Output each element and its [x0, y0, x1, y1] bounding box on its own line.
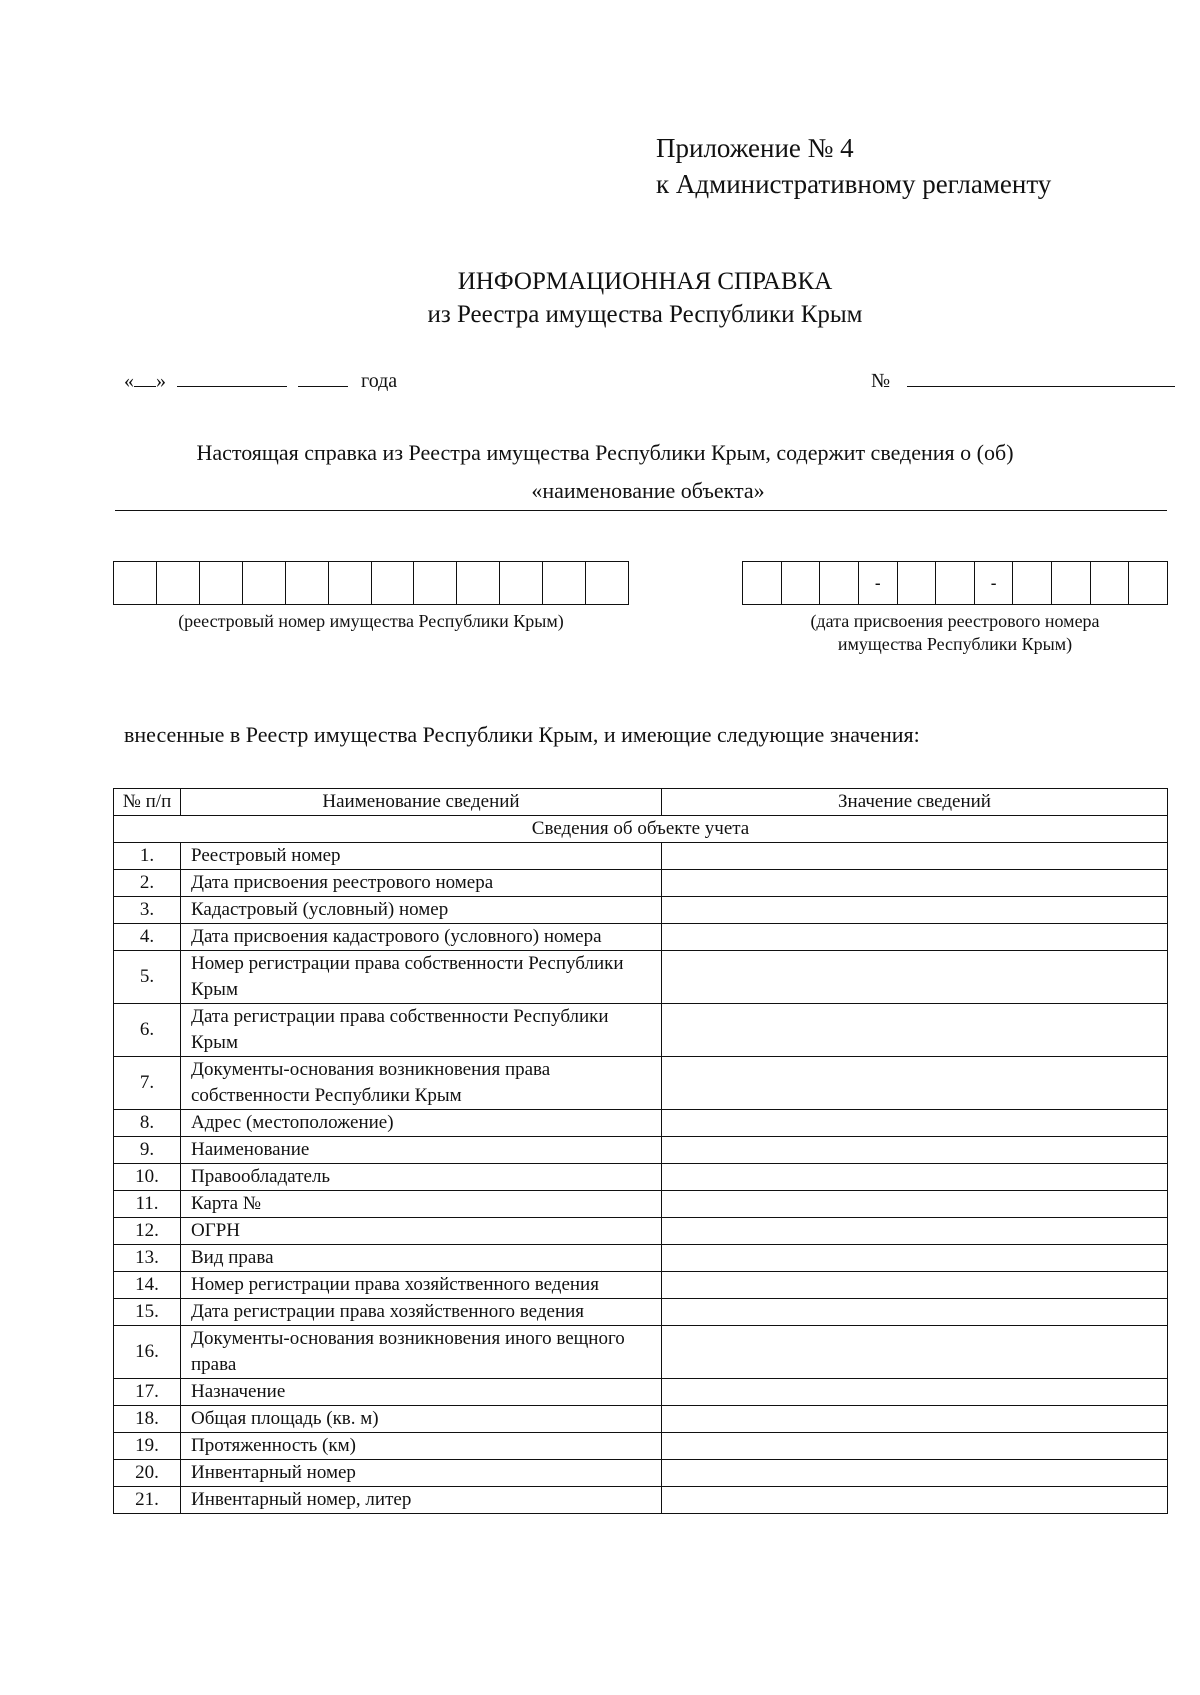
- document-subtitle: из Реестра имущества Республики Крым: [427, 301, 863, 328]
- row-name: Документы-основания возникновения права собственности Республики Крым: [181, 1057, 662, 1110]
- row-name: Инвентарный номер, литер: [181, 1487, 662, 1514]
- row-number: 15.: [114, 1299, 181, 1326]
- row-value-field[interactable]: [662, 924, 1168, 951]
- table-row: [114, 1299, 1168, 1326]
- row-name: Номер регистрации права хозяйственного ведения: [181, 1272, 662, 1299]
- row-name: Правообладатель: [181, 1164, 662, 1191]
- row-number: 21.: [114, 1487, 181, 1514]
- row-value-field[interactable]: [662, 843, 1168, 870]
- table-row: [114, 1326, 1168, 1379]
- registry-date-cell[interactable]: [782, 562, 821, 604]
- registry-date-caption: (дата присвоения реестрового номера имущества Республики Крым): [810, 611, 1100, 654]
- row-number: 5.: [114, 951, 181, 1004]
- row-name: ОГРН: [181, 1218, 662, 1245]
- row-number: 13.: [114, 1245, 181, 1272]
- section-title: Сведения об объекте учета: [114, 816, 1168, 843]
- year-blank[interactable]: [298, 366, 348, 387]
- registry-number-cell[interactable]: [243, 562, 286, 604]
- number-field: [871, 366, 1175, 393]
- table-row: [114, 1110, 1168, 1137]
- registry-date-cell[interactable]: -: [975, 562, 1014, 604]
- row-name: Инвентарный номер: [181, 1460, 662, 1487]
- row-name: Дата регистрации права хозяйственного ведения: [181, 1299, 662, 1326]
- registry-number-cell[interactable]: [414, 562, 457, 604]
- table-row: [114, 1191, 1168, 1218]
- row-number: 8.: [114, 1110, 181, 1137]
- row-number: 1.: [114, 843, 181, 870]
- row-value-field[interactable]: [662, 1218, 1168, 1245]
- table-row: [114, 1004, 1168, 1057]
- table-row: [114, 1460, 1168, 1487]
- table-row: [114, 1057, 1168, 1110]
- row-name: Кадастровый (условный) номер: [181, 897, 662, 924]
- table-row: [114, 1433, 1168, 1460]
- registry-date-cell[interactable]: [1013, 562, 1052, 604]
- day-blank[interactable]: [134, 366, 156, 387]
- table-row: [114, 1218, 1168, 1245]
- row-name: Назначение: [181, 1379, 662, 1406]
- table-row: [114, 951, 1168, 1004]
- registry-number-cell[interactable]: [457, 562, 500, 604]
- row-value-field[interactable]: [662, 1379, 1168, 1406]
- row-value-field[interactable]: [662, 897, 1168, 924]
- row-number: 16.: [114, 1326, 181, 1379]
- row-name: Вид права: [181, 1245, 662, 1272]
- registry-date-cell[interactable]: -: [859, 562, 898, 604]
- row-value-field[interactable]: [662, 1406, 1168, 1433]
- row-number: 2.: [114, 870, 181, 897]
- row-value-field[interactable]: [662, 1487, 1168, 1514]
- object-name: «наименование объекта»: [531, 478, 765, 503]
- row-name: Карта №: [181, 1191, 662, 1218]
- row-name: Дата присвоения реестрового номера: [181, 870, 662, 897]
- row-number: 17.: [114, 1379, 181, 1406]
- row-number: 3.: [114, 897, 181, 924]
- row-number: 4.: [114, 924, 181, 951]
- table-row: [114, 1379, 1168, 1406]
- table-row: [114, 1406, 1168, 1433]
- number-blank[interactable]: [907, 366, 1175, 387]
- row-number: 7.: [114, 1057, 181, 1110]
- table-row: [114, 870, 1168, 897]
- row-number: 11.: [114, 1191, 181, 1218]
- row-value-field[interactable]: [662, 1004, 1168, 1057]
- row-name: Дата присвоения кадастрового (условного) номера: [181, 924, 662, 951]
- row-name: Адрес (местоположение): [181, 1110, 662, 1137]
- registry-number-caption: (реестровый номер имущества Республики Крым): [178, 611, 564, 631]
- appendix-reference: к Административному регламенту: [656, 169, 1052, 199]
- registry-date-cell[interactable]: [743, 562, 782, 604]
- table-row: [114, 1164, 1168, 1191]
- table-row: [114, 1245, 1168, 1272]
- table-row: [114, 1487, 1168, 1514]
- registry-number-cell[interactable]: [372, 562, 415, 604]
- row-value-field[interactable]: [662, 1245, 1168, 1272]
- row-name: Дата регистрации права собственности Республики Крым: [181, 1004, 662, 1057]
- row-number: 18.: [114, 1406, 181, 1433]
- document-title: ИНФОРМАЦИОННАЯ СПРАВКА: [457, 268, 833, 295]
- row-value-field[interactable]: [662, 870, 1168, 897]
- row-number: 14.: [114, 1272, 181, 1299]
- registry-number-cell[interactable]: [157, 562, 200, 604]
- row-value-field[interactable]: [662, 1110, 1168, 1137]
- table-row: [114, 843, 1168, 870]
- header-number: № п/п: [114, 789, 181, 816]
- registry-number-cell[interactable]: [329, 562, 372, 604]
- number-sign: №: [871, 370, 891, 392]
- section-row: [114, 816, 1168, 843]
- table-row: [114, 924, 1168, 951]
- row-value-field[interactable]: [662, 1460, 1168, 1487]
- table-header-row: [114, 789, 1168, 816]
- registry-number-cell[interactable]: [543, 562, 586, 604]
- lead-text: внесенные в Реестр имущества Республики Крым, и имеющие следующие значения:: [124, 722, 920, 747]
- row-value-field[interactable]: [662, 1433, 1168, 1460]
- registry-date-cell[interactable]: [820, 562, 859, 604]
- row-value-field[interactable]: [662, 1057, 1168, 1110]
- row-number: 6.: [114, 1004, 181, 1057]
- table-row: [114, 1272, 1168, 1299]
- row-name: Протяженность (км): [181, 1433, 662, 1460]
- row-value-field[interactable]: [662, 1299, 1168, 1326]
- appendix-header: [656, 130, 1051, 202]
- row-value-field[interactable]: [662, 1272, 1168, 1299]
- row-value-field[interactable]: [662, 1326, 1168, 1379]
- row-value-field[interactable]: [662, 1191, 1168, 1218]
- date-field: « » года: [124, 366, 397, 393]
- registry-number-cell[interactable]: [286, 562, 329, 604]
- registry-number-cell[interactable]: [114, 562, 157, 604]
- registry-date-cell[interactable]: [1129, 562, 1167, 604]
- row-number: 20.: [114, 1460, 181, 1487]
- row-value-field[interactable]: [662, 1164, 1168, 1191]
- registry-date-cell[interactable]: [898, 562, 937, 604]
- month-blank[interactable]: [177, 366, 287, 387]
- row-name: Наименование: [181, 1137, 662, 1164]
- row-name: Документы-основания возникновения иного вещного права: [181, 1326, 662, 1379]
- row-number: 19.: [114, 1433, 181, 1460]
- registry-date-boxes[interactable]: [742, 561, 1168, 605]
- row-number: 12.: [114, 1218, 181, 1245]
- info-table: [113, 788, 1168, 1514]
- registry-date-cell[interactable]: [936, 562, 975, 604]
- registry-number-cell[interactable]: [500, 562, 543, 604]
- registry-date-cell[interactable]: [1052, 562, 1091, 604]
- header-value: Значение сведений: [662, 789, 1168, 816]
- appendix-number: Приложение № 4: [656, 133, 854, 163]
- header-name: Наименование сведений: [181, 789, 662, 816]
- object-name-line: [115, 510, 1167, 511]
- row-value-field[interactable]: [662, 1137, 1168, 1164]
- registry-number-boxes[interactable]: [113, 561, 629, 605]
- registry-number-cell[interactable]: [200, 562, 243, 604]
- year-word: года: [361, 370, 398, 392]
- intro-text: Настоящая справка из Реестра имущества Республики Крым, содержит сведения о (об): [196, 440, 1014, 465]
- registry-number-cell[interactable]: [586, 562, 628, 604]
- row-value-field[interactable]: [662, 951, 1168, 1004]
- table-row: [114, 1137, 1168, 1164]
- row-name: Реестровый номер: [181, 843, 662, 870]
- row-number: 10.: [114, 1164, 181, 1191]
- row-name: Номер регистрации права собственности Республики Крым: [181, 951, 662, 1004]
- registry-date-cell[interactable]: [1091, 562, 1130, 604]
- row-name: Общая площадь (кв. м): [181, 1406, 662, 1433]
- row-number: 9.: [114, 1137, 181, 1164]
- table-row: [114, 897, 1168, 924]
